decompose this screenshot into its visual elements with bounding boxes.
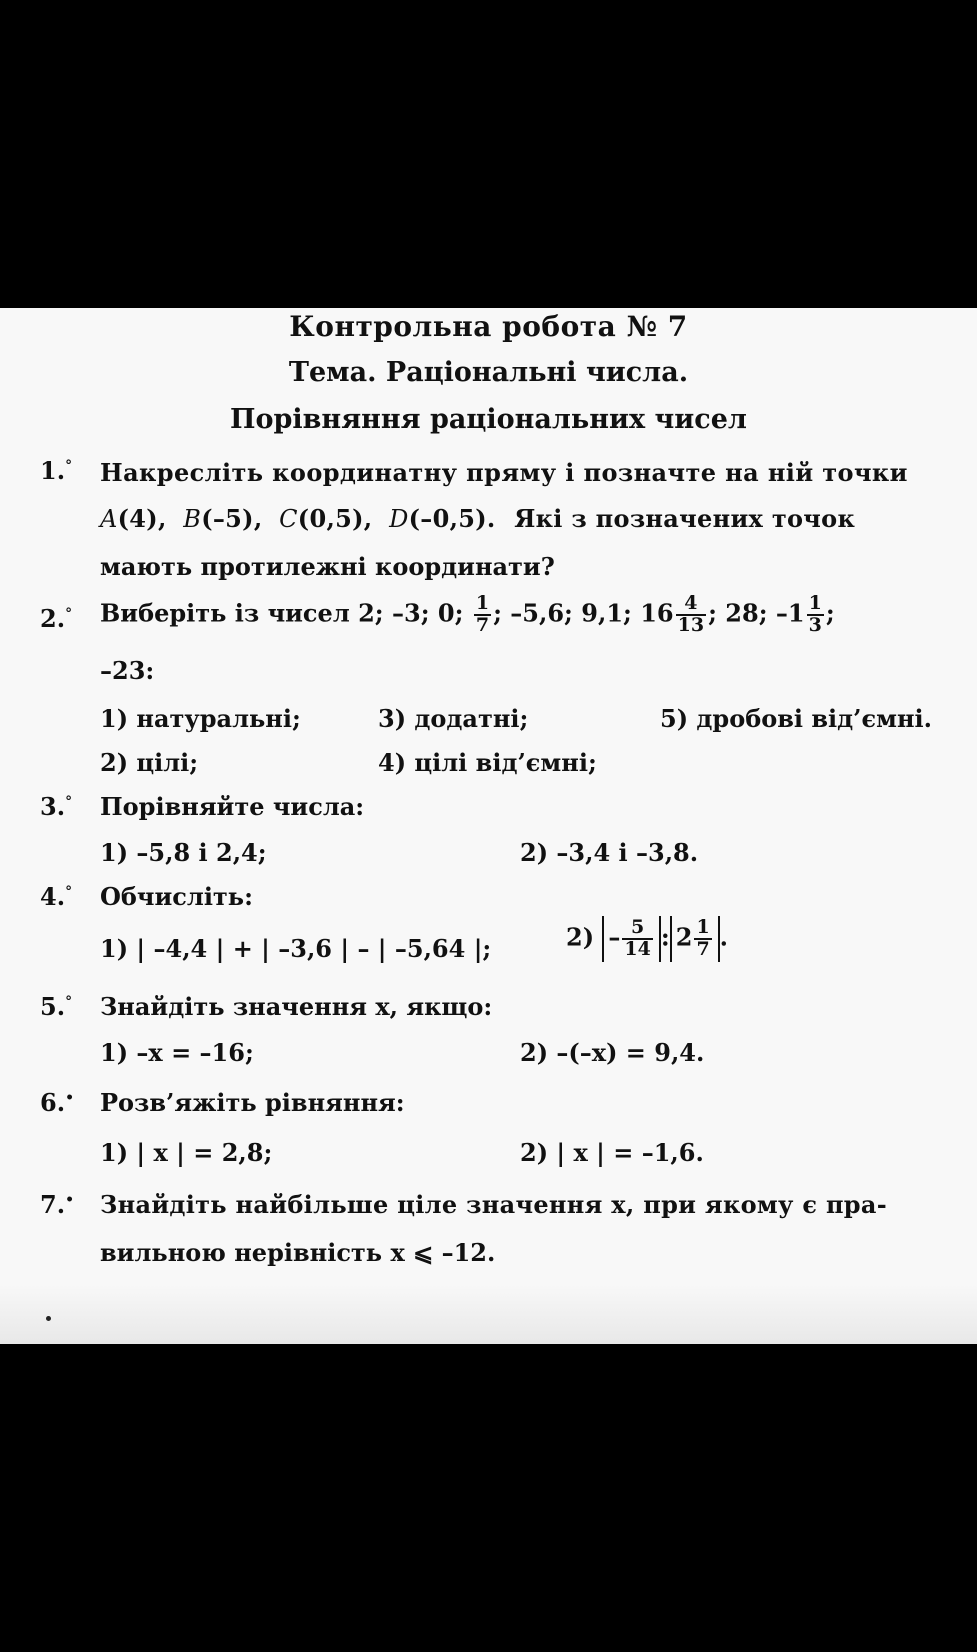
task-6-number: 6.• bbox=[40, 1088, 75, 1117]
abs-value-group-2: 2 $\frac{1}{7}$ bbox=[670, 916, 720, 962]
task-5-number: 5.° bbox=[40, 992, 73, 1021]
task-3-lead: Порівняйте числа: bbox=[100, 792, 365, 821]
page-title: Контрольна робота № 7 bbox=[289, 310, 688, 343]
fraction-4-13: $\frac{4}{13}$ bbox=[677, 592, 705, 636]
task-7-number: 7.• bbox=[40, 1190, 75, 1219]
task-1-number: 1.° bbox=[40, 456, 73, 485]
task-5-lead: Знайдіть значення x, якщо: bbox=[100, 992, 493, 1021]
task-2-option-3: 3) додатні; bbox=[378, 704, 529, 733]
task-6-lead: Розв’яжіть рівняння: bbox=[100, 1088, 405, 1117]
task-2-option-2: 2) цілі; bbox=[100, 748, 199, 777]
task-5-option-2: 2) –(–x) = 9,4. bbox=[520, 1038, 705, 1067]
fraction-1-7: $\frac{1}{7}$ bbox=[475, 592, 490, 636]
fraction-1-3: $\frac{1}{3}$ bbox=[808, 592, 822, 636]
task-1-text-line3: мають протилежні координати? bbox=[100, 552, 555, 581]
subtopic-heading: Порівняння раціональних чисел bbox=[230, 404, 747, 435]
task-3-number: 3.° bbox=[40, 792, 73, 821]
task-4-lead: Обчисліть: bbox=[100, 882, 253, 911]
task-3-option-1: 1) –5,8 і 2,4; bbox=[100, 838, 267, 867]
topic-heading: Тема. Раціональні числа. bbox=[288, 357, 689, 388]
task-2-text-line1: Виберіть із чисел 2; –3; 0; $\frac{1}{7}$ ; –5,6; 9,1; 16 $\frac{4}{13}$ ; 28; –1 $\frac{1}{3}$ ; bbox=[100, 592, 835, 636]
task-4-number: 4.° bbox=[40, 882, 73, 911]
task-2-text-line2: –23: bbox=[100, 656, 155, 685]
task-6-option-2: 2) | x | = –1,6. bbox=[520, 1138, 704, 1167]
task-4-option-1: 1) | –4,4 | + | –3,6 | – | –5,64 |; bbox=[100, 934, 492, 963]
task-4-option-2: 2) – $\frac{5}{14}$ : 2 $\frac{1}{7}$ . bbox=[566, 916, 729, 960]
task-1-text-line2: A(4), B(–5), C(0,5), D(–0,5). Які з позначених точок bbox=[100, 504, 856, 533]
stray-dot bbox=[46, 1316, 51, 1321]
worksheet-page bbox=[0, 308, 977, 1344]
task-7-text-line1: Знайдіть найбільше ціле значення x, при якому є пра- bbox=[100, 1190, 887, 1219]
task-3-option-2: 2) –3,4 і –3,8. bbox=[520, 838, 699, 867]
task-7-text-line2: вильною нерівність x ⩽ –12. bbox=[100, 1238, 496, 1267]
task-2-option-4: 4) цілі від’ємні; bbox=[378, 748, 597, 777]
task-6-option-1: 1) | x | = 2,8; bbox=[100, 1138, 273, 1167]
abs-value-group-1: – $\frac{5}{14}$ bbox=[602, 916, 660, 962]
task-2-number: 2.° bbox=[40, 604, 73, 633]
task-5-option-1: 1) –x = –16; bbox=[100, 1038, 254, 1067]
task-2-option-5: 5) дробові від’ємні. bbox=[660, 704, 933, 733]
task-2-option-1: 1) натуральні; bbox=[100, 704, 301, 733]
page-bottom-shadow bbox=[0, 1284, 977, 1344]
task-1-text-line1: Накресліть координатну пряму і позначте на ній точки bbox=[100, 458, 908, 487]
